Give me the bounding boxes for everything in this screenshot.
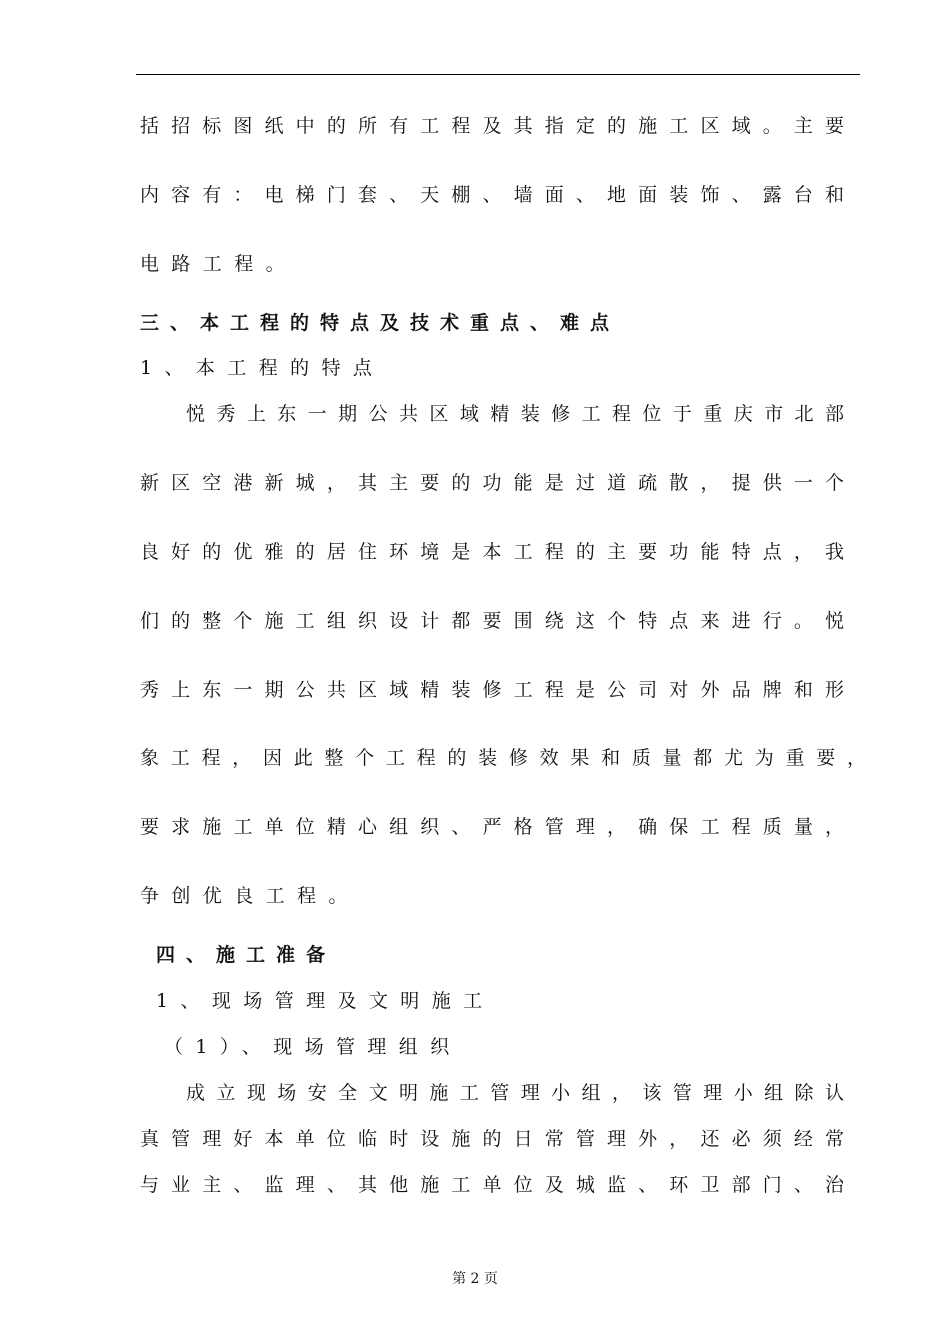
body-line: 良好的优雅的居住环境是本工程的主要功能特点，我 <box>140 541 844 563</box>
body-line: 秀上东一期公共区域精装修工程是公司对外品牌和形 <box>140 679 844 701</box>
section-heading: 四、施工准备 <box>156 944 337 966</box>
body-line: 象工程，因此整个工程的装修效果和质量都尤为重要， <box>140 747 866 769</box>
body-line: 括招标图纸中的所有工程及其指定的施工区域。主要 <box>140 115 844 137</box>
body-line: 新区空港新城，其主要的功能是过道疏散，提供一个 <box>140 472 844 494</box>
header-rule <box>136 74 860 75</box>
body-line: 悦秀上东一期公共区域精装修工程位于重庆市北部 <box>186 403 844 425</box>
body-line: 内容有：电梯门套、天棚、墙面、地面装饰、露台和 <box>140 184 844 206</box>
body-line: 与业主、监理、其他施工单位及城监、环卫部门、治 <box>140 1174 844 1196</box>
body-line: 成立现场安全文明施工管理小组，该管理小组除认 <box>186 1082 844 1104</box>
body-line: 争创优良工程。 <box>140 885 360 907</box>
body-line: 们的整个施工组织设计都要围绕这个特点来进行。悦 <box>140 610 844 632</box>
subsection-heading: （1）、现场管理组织 <box>164 1036 462 1058</box>
body-line: 真管理好本单位临时设施的日常管理外，还必须经常 <box>140 1128 844 1150</box>
page-number: 第 2 页 <box>452 1271 498 1287</box>
subsection-heading: 1、本工程的特点 <box>140 357 385 379</box>
body-line: 电路工程。 <box>140 253 298 275</box>
section-heading: 三、本工程的特点及技术重点、难点 <box>140 312 621 334</box>
subsection-heading: 1、现场管理及文明施工 <box>156 990 495 1012</box>
body-line: 要求施工单位精心组织、严格管理，确保工程质量， <box>140 816 844 838</box>
